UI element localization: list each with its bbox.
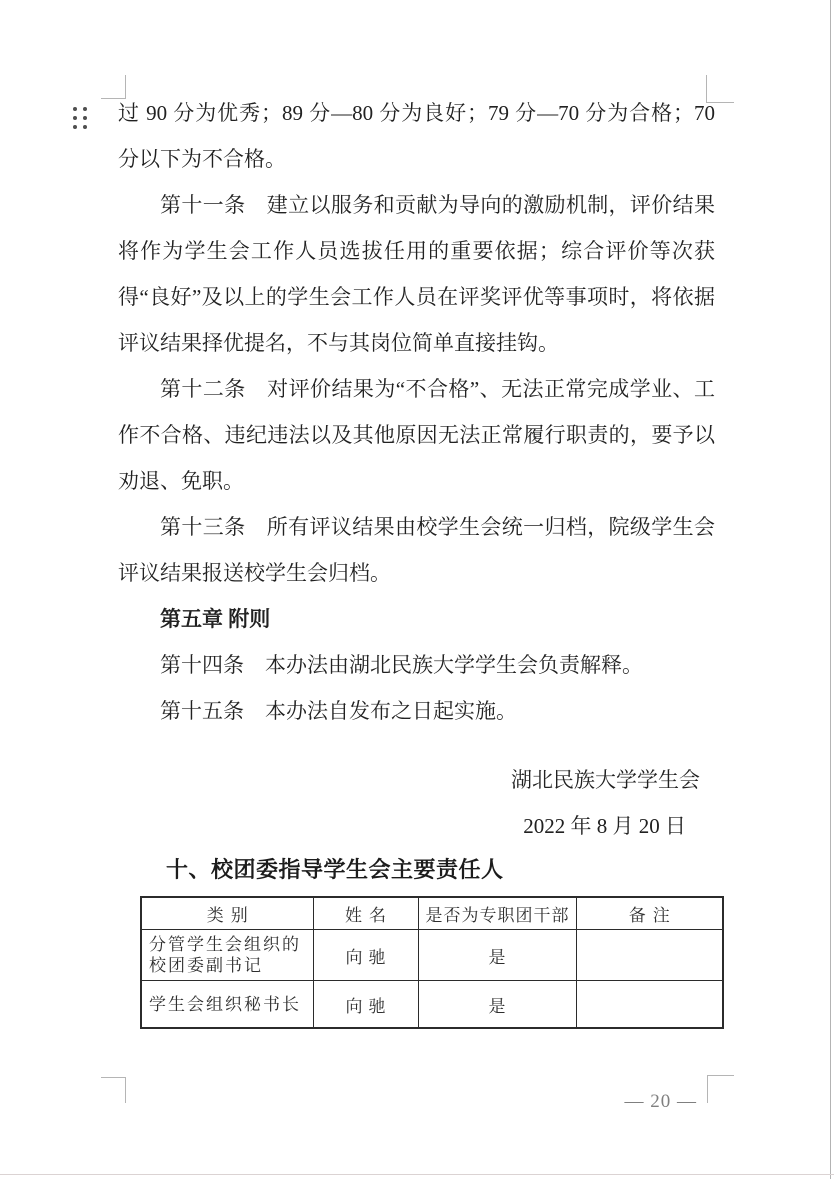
table-row [141, 930, 723, 981]
page-right-edge-line [830, 0, 831, 1179]
signature-date: 2022 年 8 月 20 日 [523, 814, 686, 838]
cell-category: 学生会组织秘书长 [141, 981, 313, 1029]
cell-remark [576, 981, 723, 1029]
page-number: — 20 — [624, 1091, 697, 1112]
signature-organization: 湖北民族大学学生会 [511, 768, 700, 792]
body-paragraph: 第十四条 本办法由湖北民族大学学生会负责解释。 [160, 653, 643, 677]
table-header-category: 类别 [141, 897, 313, 930]
cell-name: 向驰 [313, 981, 418, 1029]
section-heading: 十、校团委指导学生会主要责任人 [166, 857, 504, 882]
cell-name: 向驰 [313, 930, 418, 981]
chapter-heading: 第五章 附则 [160, 607, 271, 631]
table-header-remark: 备注 [576, 897, 723, 930]
signature-block [511, 757, 700, 849]
body-paragraph: 第十一条 建立以服务和贡献为导向的激励机制，评价结果将作为学生会工作人员选拔任用的重要依据；综合评价等次获得“良好”及以上的学生会工作人员在评奖评优等事项时，将依据评议结果择优提名，不与其岗位简单直接挂钩。 [118, 193, 715, 355]
cell-category: 分管学生会组织的校团委副书记 [141, 930, 313, 981]
table-header-row [141, 897, 723, 930]
responsibility-table [140, 896, 724, 1029]
drag-handle-icon[interactable] [73, 107, 87, 129]
body-paragraph: 过 90 分为优秀；89 分—80 分为良好；79 分—70 分为合格；70 分以下为不合格。 [118, 101, 715, 171]
body-paragraph: 第十三条 所有评议结果由校学生会统一归档，院级学生会评议结果报送校学生会归档。 [118, 515, 715, 585]
table-row [141, 981, 723, 1029]
margin-crop-mark-bottom-left [101, 1077, 126, 1103]
body-paragraph: 第十五条 本办法自发布之日起实施。 [160, 699, 517, 723]
margin-crop-mark-bottom-right [707, 1075, 734, 1103]
document-body [118, 90, 715, 734]
body-paragraph: 第十二条 对评价结果为“不合格”、无法正常完成学业、工作不合格、违纪违法以及其他原因无法正常履行职责的，要予以劝退、免职。 [118, 377, 715, 493]
table-header-fulltime: 是否为专职团干部 [418, 897, 576, 930]
cell-fulltime: 是 [418, 981, 576, 1029]
page-bottom-edge-line [0, 1174, 834, 1175]
table-header-name: 姓名 [313, 897, 418, 930]
cell-remark [576, 930, 723, 981]
cell-fulltime: 是 [418, 930, 576, 981]
